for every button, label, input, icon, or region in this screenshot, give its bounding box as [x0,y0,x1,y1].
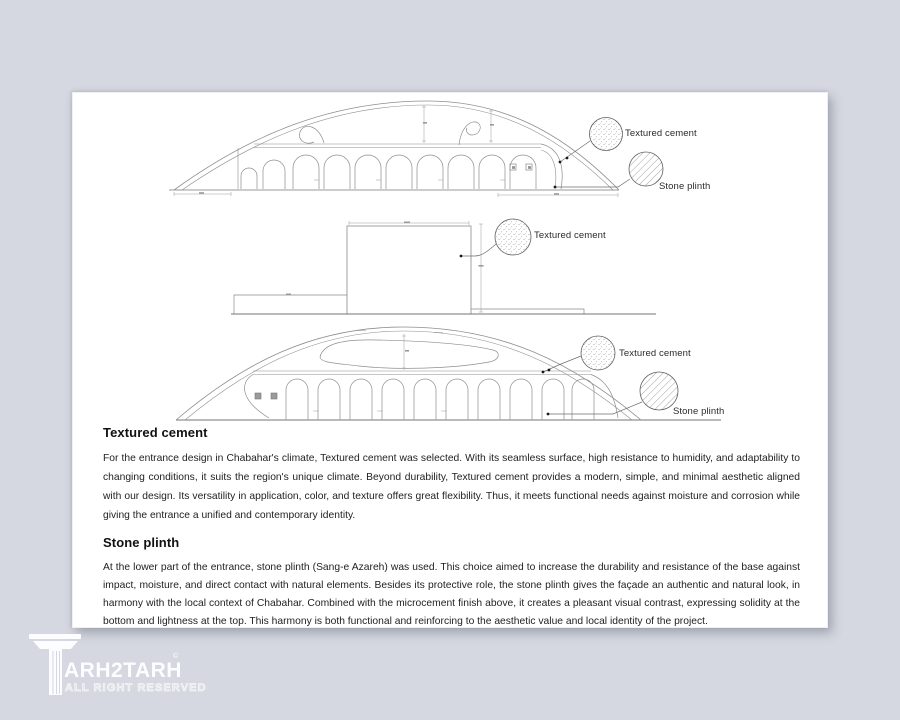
architectural-drawings [73,93,829,438]
front-elevation-drawing [169,101,663,197]
dimension-text-marks [405,350,409,352]
callout-label-stone-plinth: Stone plinth [673,406,725,417]
dimension-lines [349,221,483,312]
material-description-text [103,425,800,631]
callout-label-textured-cement: Textured cement [619,348,691,359]
facade-vent-squares [510,164,532,170]
dimension-lines [174,105,618,197]
callout-label-textured-cement: Textured cement [534,230,606,241]
dimension-lines [313,334,447,411]
stone-plinth-swatch-circle [629,152,663,186]
section-body-stone-plinth: At the lower part of the entrance, stone plinth (Sang-e Azareh) was used. This choice aimed to increase the durability and resistance of the base against impact, moisture, and direct contact with natural elements. Besides its protective role, the stone plinth gives the façade an authentic and natural look, in harmony with the local context of Chabahar. Combined with the microcement finish above, it creates a pleasant visual contrast, expressing solidity at the bottom and lightness at the top. This harmony is both functional and reinforcing to the aesthetic value and local identity of the project. [103,562,800,627]
textured-cement-swatch-circle [495,219,531,255]
textured-cement-swatch-circle [581,336,615,370]
dimension-text-marks [286,222,484,296]
textured-cement-swatch-circle [590,118,623,151]
facade-vent-squares [255,393,277,399]
logo-tagline: ALL RIGHT RESERVED [65,682,207,694]
section-heading-stone-plinth: Stone plinth [103,535,180,550]
copyright-icon: © [173,653,179,660]
stone-plinth-swatch-circle [640,372,678,410]
rear-elevation-drawing [176,327,721,420]
callout-leaders [555,141,630,187]
tarh2tarh-logo [28,633,207,697]
document-page [72,92,828,628]
callout-label-stone-plinth: Stone plinth [659,181,711,192]
callout-leaders [461,244,496,256]
logo-brand-text: ARH2TARH [64,659,182,682]
callout-label-textured-cement: Textured cement [625,128,697,139]
section-heading-textured-cement: Textured cement [103,425,208,440]
section-body-textured-cement: For the entrance design in Chabahar's climate, Textured cement was selected. With its seamless surface, high resistance to humidity, and adaptability to changing conditions, it suits the region's unique climate. Beyond durability, Textured cement provides a modern, simple, and minimal aesthetic aligned with our design. Its versatility in application, color, and texture offers great flexibility. Thus, it meets functional needs against moisture and corrosion while giving the entrance a unified and contemporary identity. [103,453,800,521]
